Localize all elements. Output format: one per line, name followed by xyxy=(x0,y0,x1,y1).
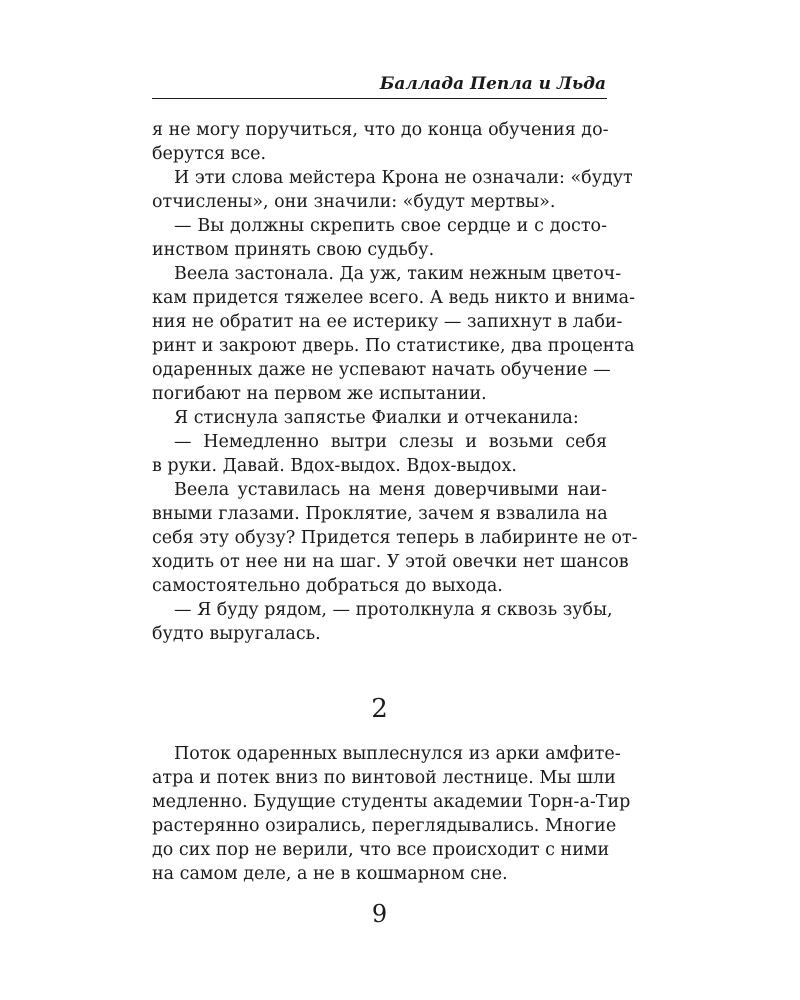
chapter-number: 2 xyxy=(371,694,388,724)
text-line: одаренных даже не успевают начать обучение — xyxy=(152,360,611,380)
text-line: будто выругалась. xyxy=(152,624,321,644)
text-line: самостоятельно добраться до выхода. xyxy=(152,576,503,596)
page-number: 9 xyxy=(371,900,388,928)
text-line: ходить от нее ни на шаг. У этой овечки нет шансов xyxy=(152,552,629,572)
text-line: ния не обратит на ее истерику — запихнут в лаби- xyxy=(152,312,623,332)
text-line: я не могу поручиться, что до конца обучения до- xyxy=(152,120,609,140)
text-line: — Вы должны скрепить свое сердце и с досто- xyxy=(174,216,607,236)
header-divider xyxy=(152,98,607,99)
text-line: берутся все. xyxy=(152,144,267,164)
text-line: растерянно озирались, переглядывались. Многие xyxy=(152,816,617,836)
body-text xyxy=(152,118,638,646)
chapter-text xyxy=(152,742,631,886)
text-line: кам придется тяжелее всего. А ведь никто и внима- xyxy=(152,288,636,308)
text-line: на самом деле, а не в кошмарном сне. xyxy=(152,864,508,884)
text-line: Веела застонала. Да уж, таким нежным цветоч- xyxy=(174,264,622,284)
text-line: Поток одаренных выплеснулся из арки амфите- xyxy=(174,744,621,764)
text-line: медленно. Будущие студенты академии Торн-а-Тир xyxy=(152,792,631,812)
text-line: ринт и закроют дверь. По статистике, два процента xyxy=(152,336,635,356)
text-line: до сих пор не верили, что все происходит с ними xyxy=(152,840,610,860)
text-line: Я стиснула запястье Фиалки и отчеканила: xyxy=(174,408,579,428)
text-line: инством принять свою судьбу. xyxy=(152,240,435,260)
text-line: отчислены», они значили: «будут мертвы». xyxy=(152,192,556,212)
text-line: И эти слова мейстера Крона не означали: «будут xyxy=(174,168,633,188)
text-line: в руки. Давай. Вдох-выдох. Вдох-выдох. xyxy=(152,456,517,476)
text-line: погибают на первом же испытании. xyxy=(152,384,487,404)
text-line: себя эту обузу? Придется теперь в лабиринте не от- xyxy=(152,528,638,548)
text-line: — Я буду рядом, — протолкнула я сквозь зубы, xyxy=(174,600,613,620)
text-line: Веела уставилась на меня доверчивыми наи- xyxy=(174,480,607,500)
text-line: — Немедленно вытри слезы и возьми себя xyxy=(174,432,607,452)
text-line: атра и потек вниз по винтовой лестнице. Мы шли xyxy=(152,768,616,788)
running-header-title: Баллада Пепла и Льда xyxy=(379,74,606,94)
text-line: вными глазами. Проклятие, зачем я взвалила на xyxy=(152,504,608,524)
